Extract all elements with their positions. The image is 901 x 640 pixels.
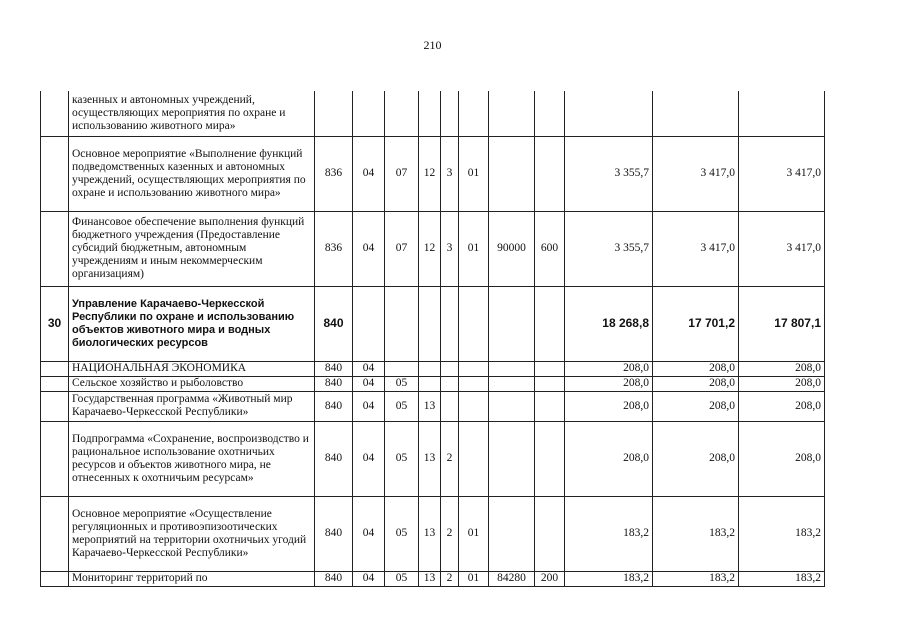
program-code-cell bbox=[419, 91, 441, 136]
ministry-code-cell: 840 bbox=[315, 421, 353, 496]
amount-year-1-cell: 3 355,7 bbox=[565, 211, 653, 286]
amount-year-3-cell: 208,0 bbox=[739, 421, 825, 496]
amount-year-3-cell: 183,2 bbox=[739, 571, 825, 586]
ministry-code-cell: 836 bbox=[315, 136, 353, 211]
row-number-cell bbox=[41, 136, 69, 211]
subprogram-code-cell bbox=[441, 376, 459, 391]
expense-type-code-cell bbox=[535, 376, 565, 391]
subsection-code-cell: 07 bbox=[385, 136, 419, 211]
expense-type-code-cell bbox=[535, 391, 565, 421]
subsection-code-cell bbox=[385, 91, 419, 136]
expense-type-code-cell bbox=[535, 286, 565, 361]
amount-year-1-cell bbox=[565, 91, 653, 136]
amount-year-2-cell: 208,0 bbox=[653, 361, 739, 376]
amount-year-1-cell: 183,2 bbox=[565, 496, 653, 571]
section-code-cell: 04 bbox=[353, 361, 385, 376]
section-code-cell: 04 bbox=[353, 391, 385, 421]
table-row bbox=[41, 286, 825, 361]
amount-year-2-cell bbox=[653, 91, 739, 136]
subprogram-code-cell: 2 bbox=[441, 571, 459, 586]
section-code-cell bbox=[353, 286, 385, 361]
subprogram-code-cell: 2 bbox=[441, 496, 459, 571]
amount-year-1-cell: 208,0 bbox=[565, 361, 653, 376]
ministry-code-cell: 840 bbox=[315, 376, 353, 391]
section-code-cell: 04 bbox=[353, 421, 385, 496]
section-code-cell bbox=[353, 91, 385, 136]
program-code-cell: 13 bbox=[419, 421, 441, 496]
budget-item-name: казенных и автономных учреждений, осуществляющих мероприятия по охране и использованию животного мира» bbox=[69, 91, 315, 136]
subsection-code-cell: 07 bbox=[385, 211, 419, 286]
amount-year-1-cell: 18 268,8 bbox=[565, 286, 653, 361]
activity-code-cell: 01 bbox=[459, 136, 489, 211]
amount-year-3-cell: 208,0 bbox=[739, 391, 825, 421]
ministry-code-cell: 840 bbox=[315, 391, 353, 421]
table-row bbox=[41, 211, 825, 286]
table-row bbox=[41, 571, 825, 586]
amount-year-2-cell: 3 417,0 bbox=[653, 211, 739, 286]
amount-year-1-cell: 3 355,7 bbox=[565, 136, 653, 211]
subsection-code-cell: 05 bbox=[385, 376, 419, 391]
budget-item-name: Финансовое обеспечение выполнения функций бюджетного учреждения (Предоставление субсидий бюджетным, автономным учреждениям и иным некоммерческим организациям) bbox=[69, 211, 315, 286]
program-code-cell bbox=[419, 361, 441, 376]
activity-code-cell: 01 bbox=[459, 211, 489, 286]
budget-table bbox=[40, 91, 825, 587]
ministry-code-cell: 840 bbox=[315, 286, 353, 361]
amount-year-3-cell: 183,2 bbox=[739, 496, 825, 571]
subprogram-code-cell: 3 bbox=[441, 136, 459, 211]
budget-item-name: Мониторинг территорий по bbox=[69, 571, 315, 586]
row-number-cell bbox=[41, 361, 69, 376]
target-item-code-cell bbox=[489, 286, 535, 361]
ministry-code-cell: 840 bbox=[315, 496, 353, 571]
amount-year-2-cell: 208,0 bbox=[653, 421, 739, 496]
row-number-cell bbox=[41, 571, 69, 586]
subprogram-code-cell: 3 bbox=[441, 211, 459, 286]
ministry-code-cell: 836 bbox=[315, 211, 353, 286]
table-row bbox=[41, 136, 825, 211]
activity-code-cell bbox=[459, 91, 489, 136]
target-item-code-cell bbox=[489, 421, 535, 496]
amount-year-1-cell: 208,0 bbox=[565, 391, 653, 421]
program-code-cell: 13 bbox=[419, 496, 441, 571]
program-code-cell bbox=[419, 376, 441, 391]
amount-year-1-cell: 208,0 bbox=[565, 376, 653, 391]
activity-code-cell bbox=[459, 421, 489, 496]
amount-year-2-cell: 208,0 bbox=[653, 376, 739, 391]
amount-year-3-cell: 17 807,1 bbox=[739, 286, 825, 361]
amount-year-3-cell: 3 417,0 bbox=[739, 211, 825, 286]
subsection-code-cell: 05 bbox=[385, 391, 419, 421]
section-code-cell: 04 bbox=[353, 136, 385, 211]
amount-year-2-cell: 183,2 bbox=[653, 496, 739, 571]
activity-code-cell: 01 bbox=[459, 571, 489, 586]
expense-type-code-cell: 200 bbox=[535, 571, 565, 586]
table-row bbox=[41, 391, 825, 421]
subprogram-code-cell bbox=[441, 286, 459, 361]
expense-type-code-cell bbox=[535, 136, 565, 211]
row-number-cell bbox=[41, 91, 69, 136]
table-row bbox=[41, 91, 825, 136]
row-number-cell bbox=[41, 391, 69, 421]
budget-item-name: Сельское хозяйство и рыболовство bbox=[69, 376, 315, 391]
row-number-cell bbox=[41, 421, 69, 496]
table-row bbox=[41, 361, 825, 376]
section-code-cell: 04 bbox=[353, 496, 385, 571]
program-code-cell: 12 bbox=[419, 136, 441, 211]
amount-year-2-cell: 208,0 bbox=[653, 391, 739, 421]
amount-year-2-cell: 183,2 bbox=[653, 571, 739, 586]
activity-code-cell: 01 bbox=[459, 496, 489, 571]
target-item-code-cell bbox=[489, 391, 535, 421]
amount-year-1-cell: 208,0 bbox=[565, 421, 653, 496]
target-item-code-cell: 84280 bbox=[489, 571, 535, 586]
table-row bbox=[41, 376, 825, 391]
amount-year-3-cell bbox=[739, 91, 825, 136]
budget-item-name: НАЦИОНАЛЬНАЯ ЭКОНОМИКА bbox=[69, 361, 315, 376]
amount-year-3-cell: 208,0 bbox=[739, 361, 825, 376]
table-row bbox=[41, 496, 825, 571]
budget-item-name: Основное мероприятие «Осуществление регуляционных и противоэпизоотических мероприятий на территории охотничьих угодий Карачаево-Черкесской Республики» bbox=[69, 496, 315, 571]
row-number-cell bbox=[41, 211, 69, 286]
expense-type-code-cell bbox=[535, 421, 565, 496]
budget-item-name: Подпрограмма «Сохранение, воспроизводство и рациональное использование охотничьих ресурсов и объектов животного мира, не отнесенных к охотничьим ресурсам» bbox=[69, 421, 315, 496]
budget-item-name: Основное мероприятие «Выполнение функций подведомственных казенных и автономных учреждений, осуществляющих мероприятия по охране и использованию животного мира» bbox=[69, 136, 315, 211]
row-number-cell: 30 bbox=[41, 286, 69, 361]
expense-type-code-cell: 600 bbox=[535, 211, 565, 286]
subsection-code-cell: 05 bbox=[385, 496, 419, 571]
target-item-code-cell bbox=[489, 91, 535, 136]
subsection-code-cell: 05 bbox=[385, 571, 419, 586]
page-number: 210 bbox=[423, 38, 442, 52]
amount-year-3-cell: 3 417,0 bbox=[739, 136, 825, 211]
activity-code-cell bbox=[459, 361, 489, 376]
subsection-code-cell bbox=[385, 286, 419, 361]
target-item-code-cell bbox=[489, 361, 535, 376]
amount-year-1-cell: 183,2 bbox=[565, 571, 653, 586]
program-code-cell: 12 bbox=[419, 211, 441, 286]
section-code-cell: 04 bbox=[353, 211, 385, 286]
activity-code-cell bbox=[459, 391, 489, 421]
section-code-cell: 04 bbox=[353, 376, 385, 391]
ministry-code-cell bbox=[315, 91, 353, 136]
section-code-cell: 04 bbox=[353, 571, 385, 586]
amount-year-2-cell: 3 417,0 bbox=[653, 136, 739, 211]
subsection-code-cell bbox=[385, 361, 419, 376]
budget-item-name: Государственная программа «Животный мир Карачаево-Черкесской Республики» bbox=[69, 391, 315, 421]
ministry-code-cell: 840 bbox=[315, 571, 353, 586]
row-number-cell bbox=[41, 496, 69, 571]
budget-item-name: Управление Карачаево-Черкесской Республики по охране и использованию объектов животного мира и водных биологических ресурсов bbox=[69, 286, 315, 361]
ministry-code-cell: 840 bbox=[315, 361, 353, 376]
subsection-code-cell: 05 bbox=[385, 421, 419, 496]
amount-year-2-cell: 17 701,2 bbox=[653, 286, 739, 361]
expense-type-code-cell bbox=[535, 496, 565, 571]
activity-code-cell bbox=[459, 286, 489, 361]
program-code-cell: 13 bbox=[419, 571, 441, 586]
expense-type-code-cell bbox=[535, 361, 565, 376]
target-item-code-cell: 90000 bbox=[489, 211, 535, 286]
row-number-cell bbox=[41, 376, 69, 391]
activity-code-cell bbox=[459, 376, 489, 391]
target-item-code-cell bbox=[489, 376, 535, 391]
program-code-cell: 13 bbox=[419, 391, 441, 421]
amount-year-3-cell: 208,0 bbox=[739, 376, 825, 391]
subprogram-code-cell: 2 bbox=[441, 421, 459, 496]
subprogram-code-cell bbox=[441, 91, 459, 136]
target-item-code-cell bbox=[489, 136, 535, 211]
expense-type-code-cell bbox=[535, 91, 565, 136]
target-item-code-cell bbox=[489, 496, 535, 571]
program-code-cell bbox=[419, 286, 441, 361]
subprogram-code-cell bbox=[441, 391, 459, 421]
table-row bbox=[41, 421, 825, 496]
subprogram-code-cell bbox=[441, 361, 459, 376]
